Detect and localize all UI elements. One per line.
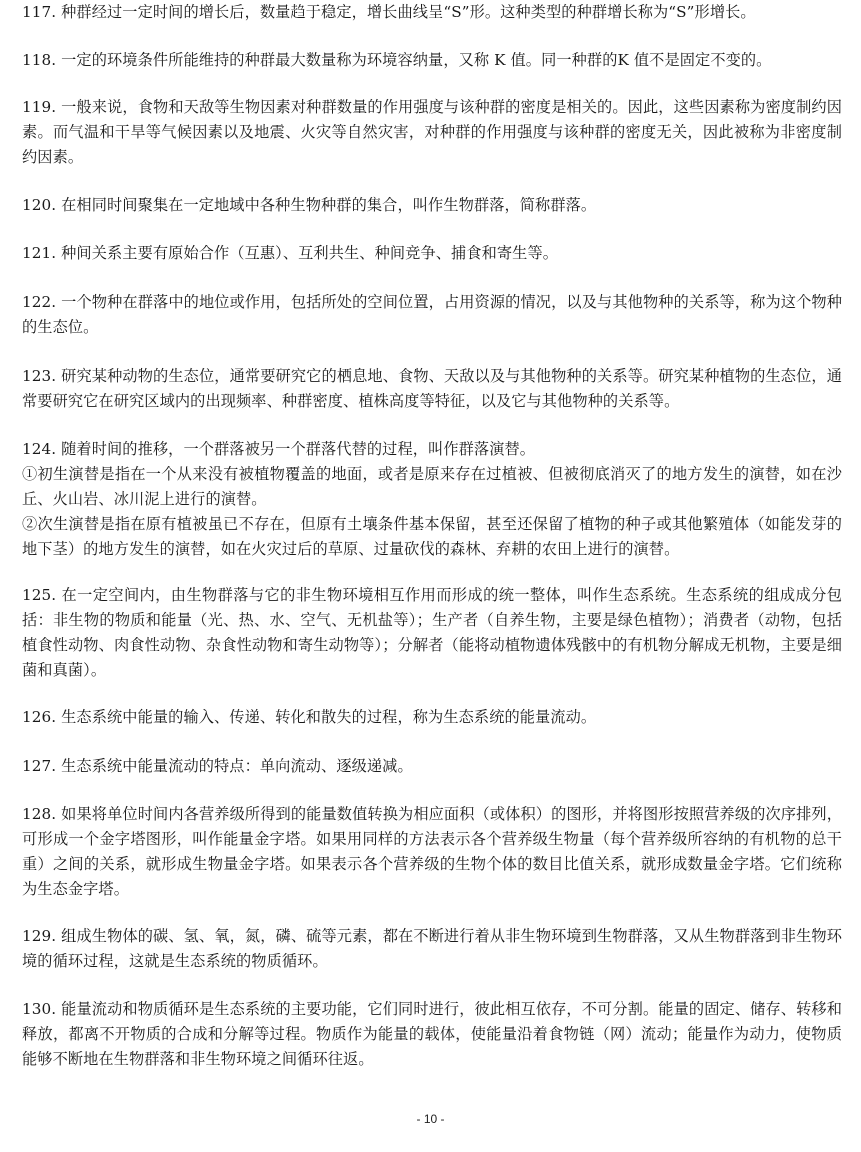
paragraph-text: 125. 在一定空间内，由生物群落与它的非生物环境相互作用而形成的统一整体，叫作生态系统。生态系统的组成成分包括：非生物的物质和能量（光、热、水、空气、无机盐等）；生产者（自养生物，主要是绿色植物）；消费者（动物，包括植食性动物、肉食性动物、杂食性动物和寄生动物等）；分解者（能将动植物遗体残骸中的有机物分解成无机物，主要是细菌和真菌）。 xyxy=(22,586,842,679)
paragraph-text: 130. 能量流动和物质循环是生态系统的主要功能，它们同时进行，彼此相互依存，不可分割。能量的固定、储存、转移和释放，都离不开物质的合成和分解等过程。物质作为能量的载体，使能量沿着食物链（网）流动；能量作为动力，使物质能够不断地在生物群落和非生物环境之间循环往返。 xyxy=(22,1000,842,1068)
paragraph-120 xyxy=(22,193,596,218)
paragraph-text: 122. 一个物种在群落中的地位或作用，包括所处的空间位置，占用资源的情况，以及与其他物种的关系等，称为这个物种的生态位。 xyxy=(22,293,842,336)
paragraph-117 xyxy=(22,0,756,25)
paragraph-123 xyxy=(22,364,842,414)
paragraph-text: 119. 一般来说，食物和天敌等生物因素对种群数量的作用强度与该种群的密度是相关的。因此，这些因素称为密度制约因素。而气温和干旱等气候因素以及地震、火灾等自然灾害，对种群的作用强度与该种群的密度无关，因此被称为非密度制约因素。 xyxy=(22,98,842,166)
paragraph-text: 120. 在相同时间聚集在一定地域中各种生物种群的集合，叫作生物群落，简称群落。 xyxy=(22,196,597,214)
paragraph-text: 129. 组成生物体的碳、氢、氧，氮，磷、硫等元素，都在不断进行着从非生物环境到生物群落，又从生物群落到非生物环境的循环过程，这就是生态系统的物质循环。 xyxy=(22,927,842,970)
paragraph-text: 128. 如果将单位时间内各营养级所得到的能量数值转换为相应面积（或体积）的图形，并将图形按照营养级的次序排列，可形成一个金字塔图形，叫作能量金字塔。如果用同样的方法表示各个营养级生物量（每个营养级所容纳的有机物的总干重）之间的关系，就形成生物量金字塔。如果表示各个营养级的生物个体的数目比值关系，就形成数量金字塔。它们统称为生态金字塔。 xyxy=(22,805,842,898)
paragraph-122 xyxy=(22,290,842,340)
paragraph-127 xyxy=(22,754,413,779)
paragraph-130 xyxy=(22,997,842,1072)
paragraph-text: 123. 研究某种动物的生态位，通常要研究它的栖息地、食物、天敌以及与其他物种的关系等。研究某种植物的生态位，通常要研究它在研究区域内的出现频率、种群密度、植株高度等特征，以及它与其他物种的关系等。 xyxy=(22,367,842,410)
paragraph-124 xyxy=(22,437,842,562)
paragraph-128 xyxy=(22,802,842,902)
paragraph-text: 127. 生态系统中能量流动的特点：单向流动、逐级递减。 xyxy=(22,757,413,775)
paragraph-129 xyxy=(22,924,842,974)
paragraph-125 xyxy=(22,583,842,683)
paragraph-text: 117. 种群经过一定时间的增长后，数量趋于稳定，增长曲线呈“S”形。这种类型的种群增长称为“S”形增长。 xyxy=(22,3,756,21)
paragraph-126 xyxy=(22,705,596,730)
paragraph-119 xyxy=(22,95,842,170)
sub-item-primary-succession: ①初生演替是指在一个从来没有被植物覆盖的地面，或者是原来存在过植被、但被彻底消灭了的地方发生的演替，如在沙丘、火山岩、冰川泥上进行的演替。 xyxy=(22,465,842,508)
paragraph-118 xyxy=(22,48,771,73)
page-number: - 10 - xyxy=(416,1112,445,1126)
sub-item-secondary-succession: ②次生演替是指在原有植被虽已不存在，但原有土壤条件基本保留，甚至还保留了植物的种子或其他繁殖体（如能发芽的地下茎）的地方发生的演替，如在火灾过后的草原、过量砍伐的森林、弃耕的农田上进行的演替。 xyxy=(22,515,842,558)
paragraph-text: 124. 随着时间的推移，一个群落被另一个群落代替的过程，叫作群落演替。 xyxy=(22,440,536,458)
paragraph-text: 126. 生态系统中能量的输入、传递、转化和散失的过程，称为生态系统的能量流动。 xyxy=(22,708,597,726)
paragraph-text: 118. 一定的环境条件所能维持的种群最大数量称为环境容纳量，又称 K 值。同一种群的K 值不是固定不变的。 xyxy=(22,51,772,69)
paragraph-121 xyxy=(22,241,558,266)
paragraph-text: 121. 种间关系主要有原始合作（互惠）、互利共生、种间竞争、捕食和寄生等。 xyxy=(22,244,559,262)
